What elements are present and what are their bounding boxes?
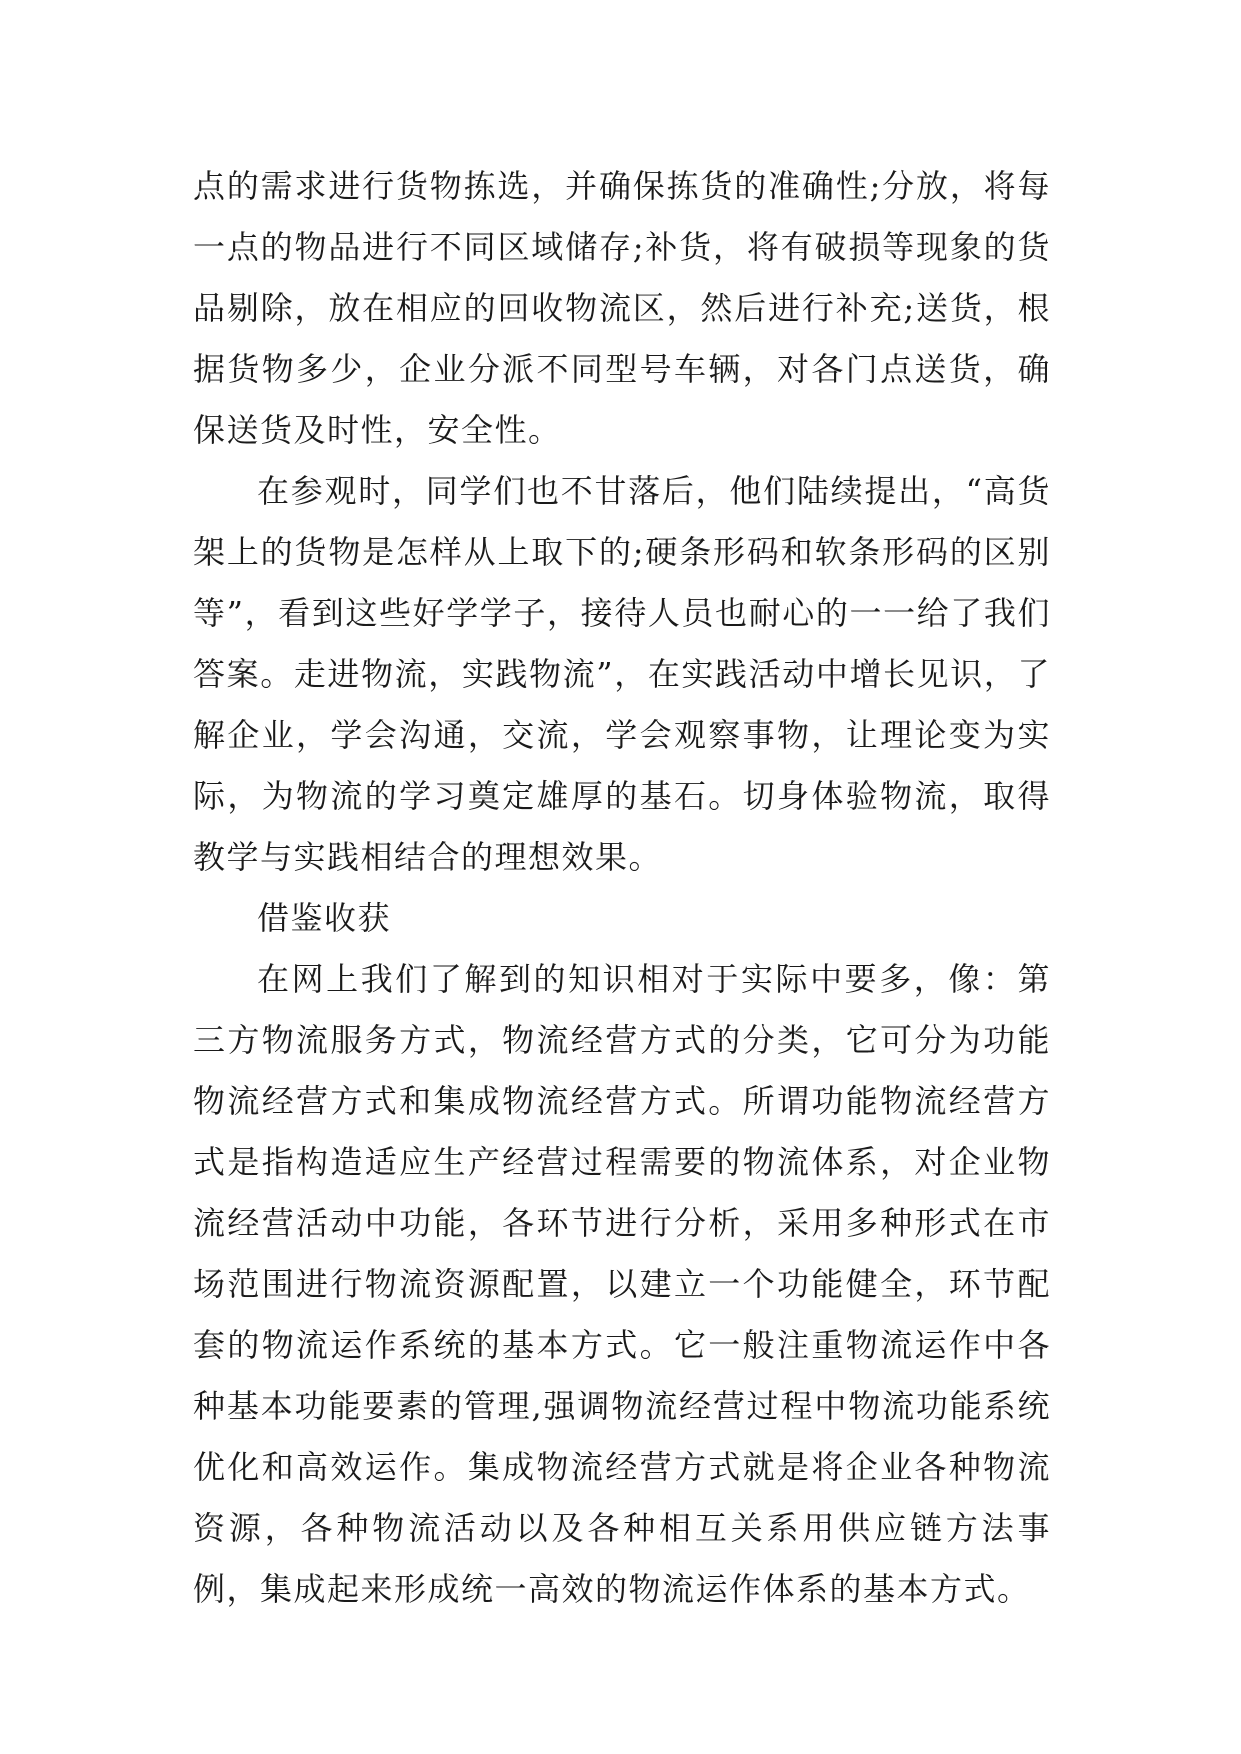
section-heading-gains: 借鉴收获 (257, 899, 392, 937)
paragraph-process-description: 点的需求进行货物拣选，并确保拣货的准确性;分放，将每一点的物品进行不同区域储存;补货，将有破损等现象的货品剔除，放在相应的回收物流区，然后进行补充;送货，根据货物多少，企业分派不同型号车辆，对各门点送货，确保送货及时性，安全性。 (193, 167, 1051, 449)
paragraph-visit-questions: 在参观时，同学们也不甘落后，他们陆续提出，“高货架上的货物是怎样从上取下的;硬条形码和软条形码的区别等”，看到这些好学学子，接待人员也耐心的一一给了我们答案。走进物流，实践物流”，在实践活动中增长见识，了解企业，学会沟通，交流，学会观察事物，让理论变为实际，为物流的学习奠定雄厚的基石。切身体验物流，取得教学与实践相结合的理想效果。 (193, 472, 1051, 876)
document-body (193, 156, 1051, 1620)
paragraph-logistics-modes: 在网上我们了解到的知识相对于实际中要多，像：第三方物流服务方式，物流经营方式的分类，它可分为功能物流经营方式和集成物流经营方式。所谓功能物流经营方式是指构造适应生产经营过程需要的物流体系，对企业物流经营活动中功能，各环节进行分析，采用多种形式在市场范围进行物流资源配置，以建立一个功能健全，环节配套的物流运作系统的基本方式。它一般注重物流运作中各种基本功能要素的管理,强调物流经营过程中物流功能系统优化和高效运作。集成物流经营方式就是将企业各种物流资源，各种物流活动以及各种相互关系用供应链方法事例，集成起来形成统一高效的物流运作体系的基本方式。 (193, 960, 1051, 1608)
